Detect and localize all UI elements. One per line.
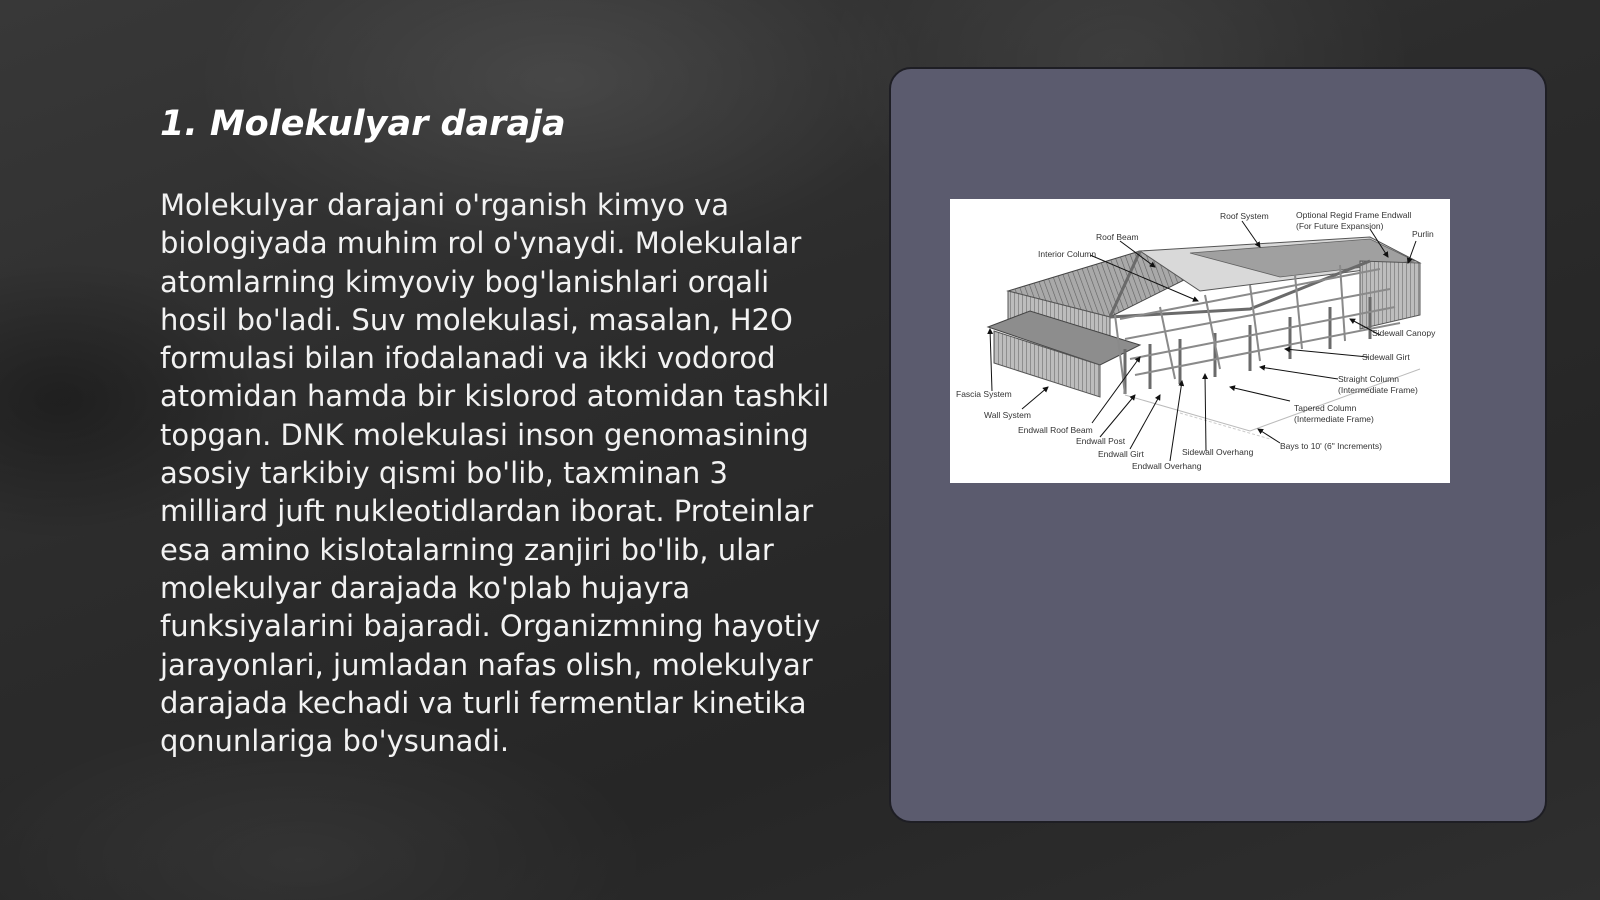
label-roof-system: Roof System	[1220, 211, 1269, 221]
label-straight-column-1: Straight Column	[1338, 374, 1399, 384]
label-straight-column-2: (Intermediate Frame)	[1338, 385, 1418, 395]
label-sidewall-overhang: Sidewall Overhang	[1182, 447, 1254, 457]
label-rigid-frame-1: Optional Regid Frame Endwall	[1296, 210, 1412, 220]
label-tapered-column-2: (Intermediate Frame)	[1294, 414, 1374, 424]
label-roof-beam: Roof Beam	[1096, 232, 1139, 242]
label-endwall-post: Endwall Post	[1076, 436, 1126, 446]
building-structure-diagram	[950, 199, 1450, 483]
slide-body-text: Molekulyar darajani o'rganish kimyo va biologiyada muhim rol o'ynaydi. Molekulalar atomlarning kimyoviy bog'lanishlari orqali hosil bo'ladi. Suv molekulasi, masalan, H2O formulasi bilan ifodalanadi va ikki vodorod atomidan hamda bir kislorod atomidan tashkil topgan. DNK molekulasi inson genomasining asosiy tarkibiy qismi bo'lib, taxminan 3 milliard juft nukleotidlardan iborat. Proteinlar esa amino kislotalarning zanjiri bo'lib, ular molekulyar darajada ko'plab hujayra funksiyalarini bajaradi. Organizmning hayotiy jarayonlari, jumladan nafas olish, molekulyar darajada kechadi va turli fermentlar kinetika qonunlariga bo'ysunadi.	[160, 188, 830, 759]
label-rigid-frame-2: (For Future Expansion)	[1296, 221, 1384, 231]
label-purlin: Purlin	[1412, 229, 1434, 239]
label-endwall-overhang: Endwall Overhang	[1132, 461, 1202, 471]
label-wall-system: Wall System	[984, 410, 1031, 420]
label-interior-column: Interior Column	[1038, 249, 1097, 259]
label-endwall-roof-beam: Endwall Roof Beam	[1018, 425, 1093, 435]
label-tapered-column-1: Tapered Column	[1294, 403, 1357, 413]
label-endwall-girt: Endwall Girt	[1098, 449, 1144, 459]
label-fascia-system: Fascia System	[956, 389, 1012, 399]
label-sidewall-canopy: Sidewall Canopy	[1372, 328, 1436, 338]
label-bays: Bays to 10' (6" Increments)	[1280, 441, 1382, 451]
label-sidewall-girt: Sidewall Girt	[1362, 352, 1410, 362]
slide-title: 1. Molekulyar daraja	[160, 104, 566, 144]
